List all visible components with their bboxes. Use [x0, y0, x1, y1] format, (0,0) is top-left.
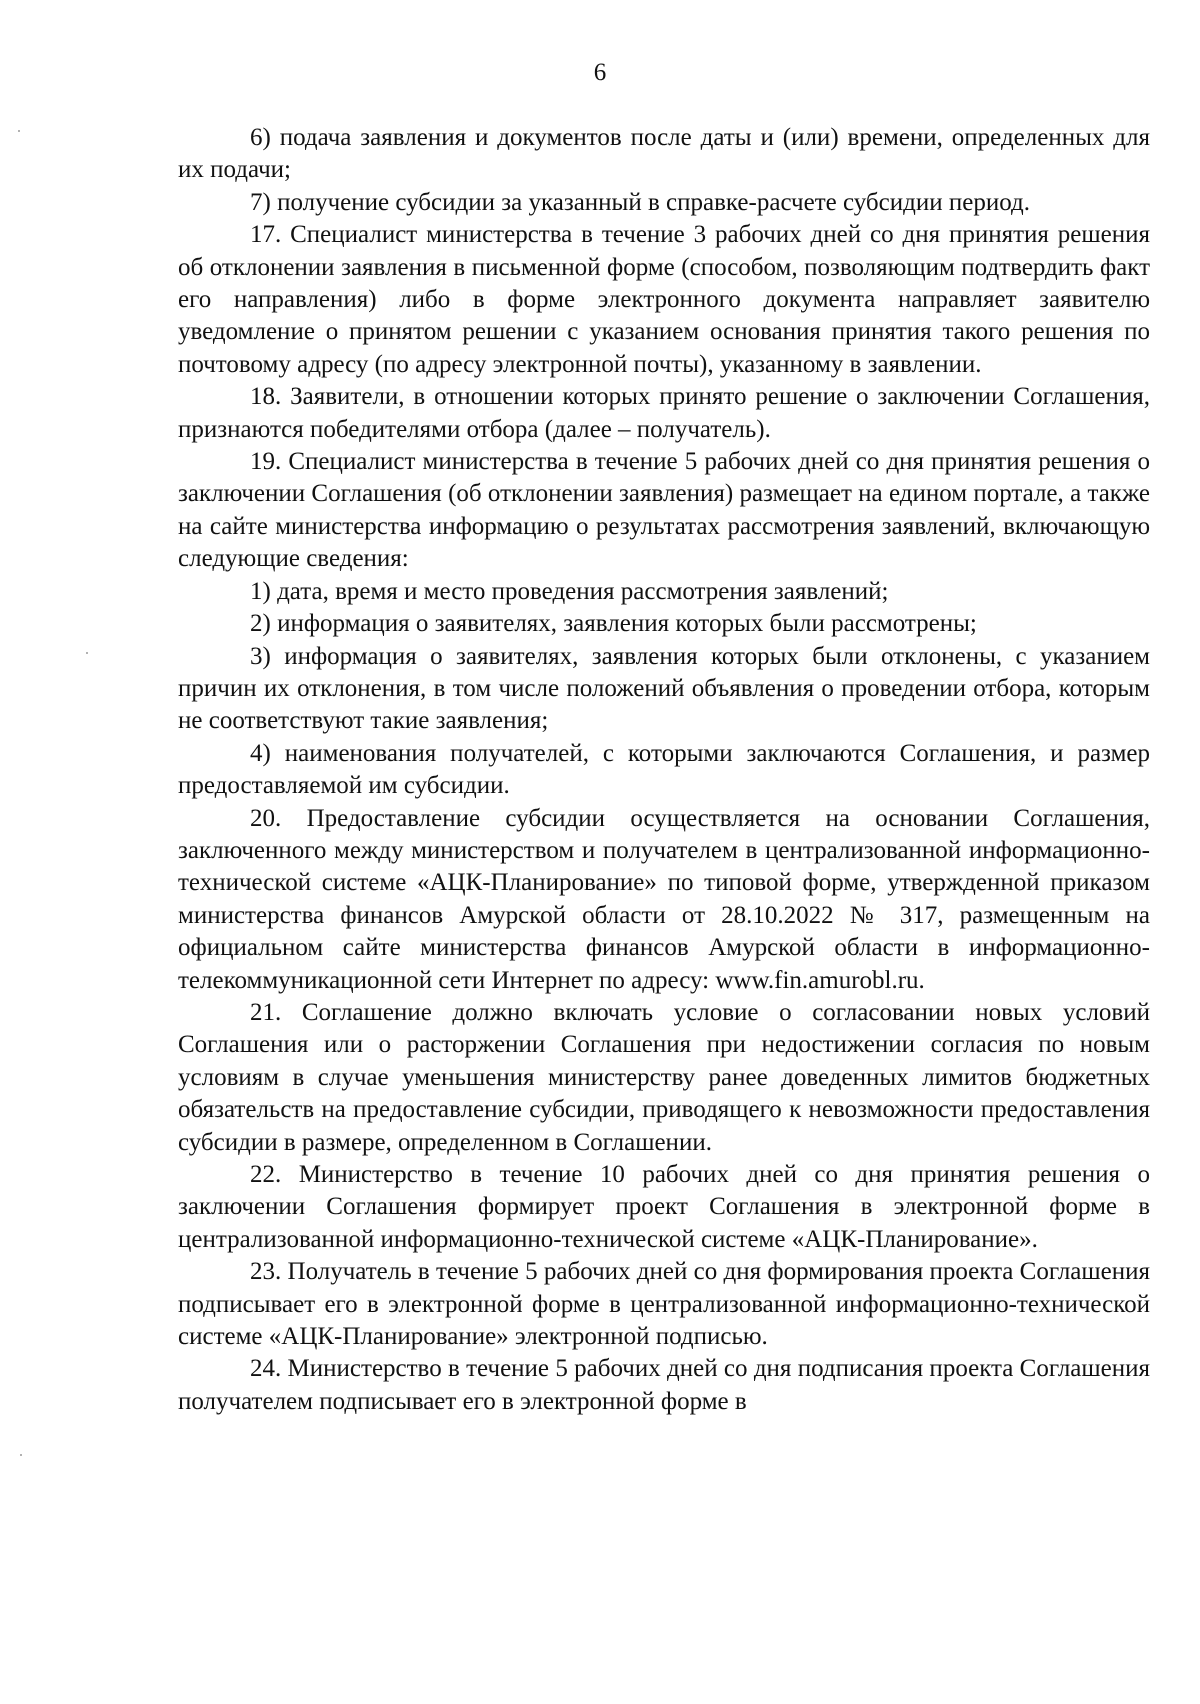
page-number: 6: [593, 59, 607, 86]
paragraph-20: 20. Предоставление субсидии осуществляется на основании Соглашения, заключенного между министерством и получателем в централизованной информационно-технической системе «АЦК-Планирование» по типовой форме, утвержденной приказом министерства финансов Амурской области от 28.10.2022 № 317, размещенным на официальном сайте министерства финансов Амурской области в информационно-телекоммуникационной сети Интернет по адресу: www.fin.amurobl.ru.: [178, 804, 1150, 994]
paragraph-18: 18. Заявители, в отношении которых принято решение о заключении Соглашения, признаются победителями отбора (далее – получатель).: [178, 383, 1150, 443]
paragraph-22: 22. Министерство в течение 10 рабочих дней со дня принятия решения о заключении Соглашения формирует проект Соглашения в электронной форме в централизованной информационно-технической системе «АЦК-Планирование».: [178, 1161, 1150, 1253]
paragraph-item-7: 7) получение субсидии за указанный в справке-расчете субсидии период.: [250, 188, 1030, 216]
paragraph-24: 24. Министерство в течение 5 рабочих дней со дня подписания проекта Соглашения получателем подписывает его в электронной форме в: [178, 1355, 1150, 1415]
paragraph-19-item-3: 3) информация о заявителях, заявления которых были отклонены, с указанием причин их отклонения, в том числе положений объявления о проведении отбора, которым не соответствуют такие заявления;: [178, 642, 1150, 735]
document-body: [178, 122, 1150, 1418]
paragraph-23: 23. Получатель в течение 5 рабочих дней со дня формирования проекта Соглашения подписывает его в электронной форме в централизованной информационно-технической системе «АЦК-Планирование» электронной подписью.: [178, 1258, 1150, 1351]
paragraph-19-item-2: 2) информация о заявителях, заявления которых были рассмотрены;: [250, 610, 977, 638]
paragraph-19-item-1: 1) дата, время и место проведения рассмотрения заявлений;: [250, 577, 889, 605]
scan-speck: [86, 652, 88, 654]
scan-speck: [18, 130, 20, 132]
paragraph-21: 21. Соглашение должно включать условие о согласовании новых условий Соглашения или о расторжении Соглашения при недостижении согласия по новым условиям в случае уменьшения министерству ранее доведенных лимитов бюджетных обязательств на предоставление субсидии, приводящего к невозможности предоставления субсидии в размере, определенном в Соглашении.: [178, 998, 1150, 1156]
scan-speck: [20, 1454, 22, 1456]
paragraph-19-item-4: 4) наименования получателей, с которыми заключаются Соглашения, и размер предоставляемой им субсидии.: [178, 739, 1150, 800]
paragraph-17: 17. Специалист министерства в течение 3 рабочих дней со дня принятия решения об отклонении заявления в письменной форме (способом, позволяющим подтвердить факт его направления) либо в форме электронного документа направляет заявителю уведомление о принятом решении с указанием основания принятия такого решения по почтовому адресу (по адресу электронной почты), указанному в заявлении.: [178, 221, 1150, 378]
paragraph-19: 19. Специалист министерства в течение 5 рабочих дней со дня принятия решения о заключении Соглашения (об отклонении заявления) размещает на едином портале, а также на сайте министерства информацию о результатах рассмотрения заявлений, включающую следующие сведения:: [178, 448, 1150, 573]
paragraph-item-6: 6) подача заявления и документов после даты и (или) времени, определенных для их подачи;: [178, 124, 1150, 184]
